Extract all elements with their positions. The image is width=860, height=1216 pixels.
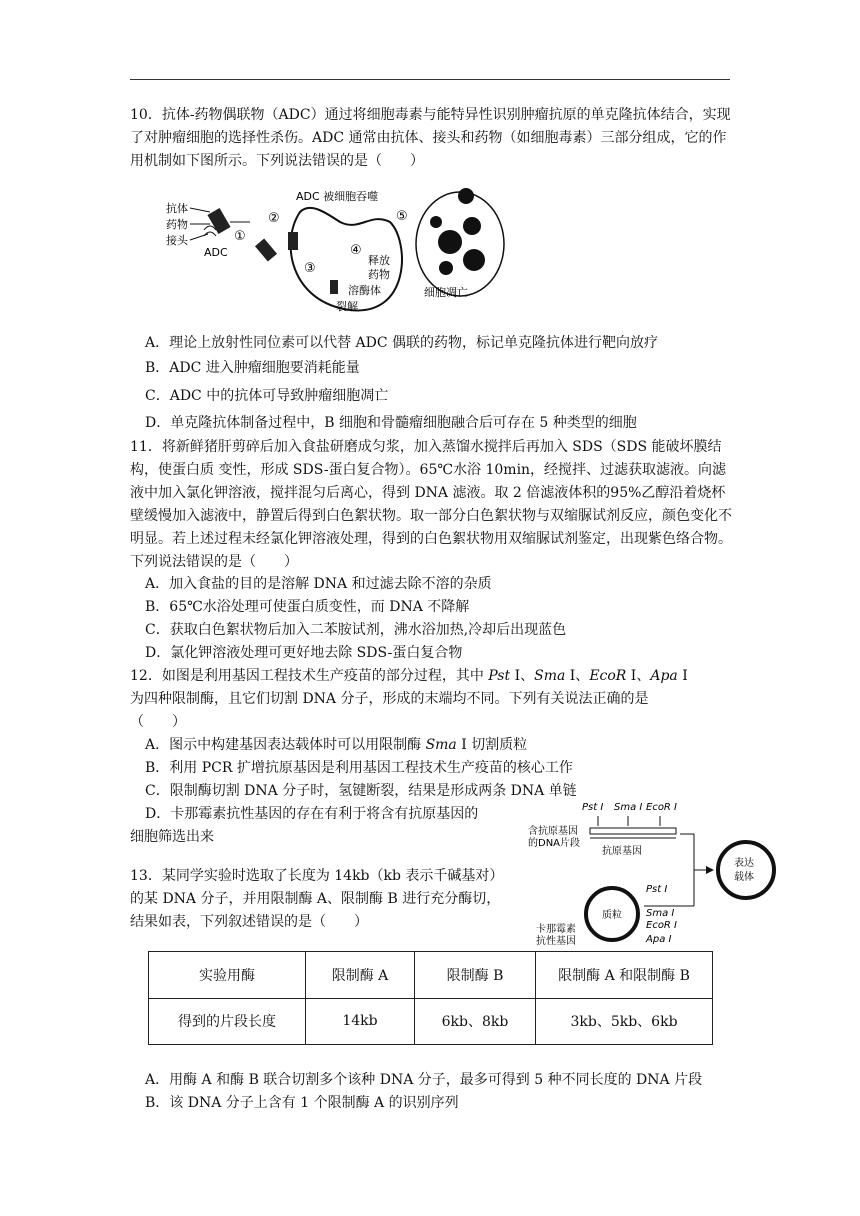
fig2-kan1: 卡那霉素: [536, 924, 576, 935]
step-3: ③: [304, 261, 316, 276]
q11-option-c: C．获取白色絮状物后加入二苯胺试剂，沸水浴加热,冷却后出现蓝色: [145, 622, 567, 638]
fig-label-drug2: 药物: [368, 268, 390, 281]
q10-option-a: A．理论上放射性同位素可以代替 ADC 偶联的药物，标记单克隆抗体进行靶向放疗: [145, 335, 659, 351]
step-1: ①: [234, 229, 246, 244]
step-5: ⑤: [396, 209, 408, 224]
q13-stem-line2: 的某 DNA 分子，并用限制酶 A、限制酶 B 进行充分酶切，: [130, 891, 501, 907]
table-header-row: [149, 952, 713, 999]
q10-option-d: D．单克隆抗体制备过程中，B 细胞和骨髓瘤细胞融合后可存在 5 种类型的细胞: [145, 415, 637, 431]
fig2-pst: Pst Ⅰ: [582, 802, 604, 813]
adc-icon-3: [288, 232, 298, 250]
adc-icon: [207, 208, 230, 234]
q10-adc-mechanism-figure: [160, 182, 520, 322]
table-header-cell: 限制酶 A: [306, 952, 415, 999]
q12-stem-line2: 为四种限制酶，且它们切割 DNA 分子，形成的末端均不同。下列有关说法正确的是: [130, 691, 649, 707]
table-cell: 6kb、8kb: [415, 998, 536, 1045]
expression-vector-icon: [718, 842, 774, 898]
fig-label-release: 释放: [368, 254, 390, 267]
q12-vector-figure: [528, 796, 786, 950]
fig2-p-ecor: EcoR Ⅰ: [646, 920, 678, 931]
adc-icon-2: [255, 238, 277, 261]
table-cell: 得到的片段长度: [149, 998, 306, 1045]
q12-stem-line3: （ ）: [130, 714, 186, 730]
fig2-plasmid: 质粒: [602, 910, 622, 921]
fig2-p-sma: Sma Ⅰ: [646, 908, 675, 919]
table-cell: 14kb: [306, 998, 415, 1045]
fig-label-adc: ADC: [204, 246, 228, 259]
table-header-cell: 实验用酶: [149, 952, 306, 999]
q10-option-b: B．ADC 进入肿瘤细胞要消耗能量: [145, 360, 360, 376]
q11-stem: 11．将新鲜猪肝剪碎后加入食盐研磨成匀浆，加入蒸馏水搅拌后再加入 SDS（SDS 能破坏膜结构，使蛋白质 变性，形成 SDS-蛋白复合物）。65℃水浴 10min，经搅拌、过滤获取滤液。向滤液中加入氯化钾溶液，搅拌混匀后离心，得到 DNA 滤液。取 2 倍滤液体积的95%乙醇沿着烧杯壁缓慢加入滤液中，静置后得到白色絮状物。取一部分白色絮状物与双缩脲试剂反应，颜色变化不明显。若上述过程未经氯化钾溶液处理，得到的白色絮状物用双缩脲试剂鉴定，出现紫色络合物。下列说法错误的是（ ）: [130, 439, 732, 570]
fig2-ecor: EcoR Ⅰ: [646, 802, 678, 813]
q12-option-c: C．限制酶切割 DNA 分子时，氢键断裂，结果是形成两条 DNA 单链: [145, 783, 577, 799]
q12-option-b: B．利用 PCR 扩增抗原基因是利用基因工程技术生产疫苗的核心工作: [145, 760, 573, 776]
q12-option-d-cont: 细胞筛选出来: [130, 829, 214, 845]
q12-option-a: A．图示中构建基因表达载体时可以用限制酶 Sma Ⅰ 切割质粒: [145, 737, 528, 753]
fig-label-drug: 药物: [166, 218, 188, 231]
fig-label-lysis: 裂解: [336, 300, 358, 313]
fig2-gene: 抗原基因: [602, 846, 642, 857]
fig2-p-apa: Apa Ⅰ: [646, 934, 672, 945]
q13-stem-line3: 结果如表，下列叙述错误的是（ ）: [130, 914, 368, 930]
fig-label-antibody: 抗体: [166, 202, 188, 215]
q11-option-d: D．氯化钾溶液处理可更好地去除 SDS-蛋白复合物: [145, 645, 463, 661]
fig2-vec1: 表达: [734, 858, 754, 869]
q13-option-a: A．用酶 A 和酶 B 联合切割多个该种 DNA 分子，最多可得到 5 种不同长度的 DNA 片段: [145, 1072, 703, 1088]
q13-option-b: B．该 DNA 分子上含有 1 个限制酶 A 的识别序列: [145, 1095, 459, 1111]
fig-label-death: 细胞凋亡: [424, 286, 468, 299]
fig2-sma: Sma Ⅰ: [614, 802, 643, 813]
fig2-vec2: 载体: [734, 872, 754, 883]
fig2-frag1: 含抗原基因: [528, 826, 578, 837]
table-header-cell: 限制酶 B: [415, 952, 536, 999]
fig-label-lysosome: 溶酶体: [348, 284, 381, 297]
fig2-kan2: 抗性基因: [536, 936, 576, 947]
q10-stem: 10．抗体-药物偶联物（ADC）通过将细胞毒素与能特异性识别肿瘤抗原的单克隆抗体结合，实现了对肿瘤细胞的选择性杀伤。ADC 通常由抗体、接头和药物（如细胞毒素）三部分组成，它的作用机制如下图所示。下列说法错误的是（ ）: [130, 107, 731, 169]
adc-icon-4: [330, 280, 338, 294]
table-cell: 3kb、5kb、6kb: [536, 998, 713, 1045]
q10-option-c: C．ADC 中的抗体可导致肿瘤细胞凋亡: [145, 388, 389, 404]
step-4: ④: [350, 243, 362, 258]
fig2-p-pst: Pst Ⅰ: [646, 884, 668, 895]
fig-label-linker: 接头: [166, 234, 188, 247]
header-rule: [130, 79, 730, 80]
fig-label-engulfed: ADC 被细胞吞噬: [296, 190, 379, 203]
table-row: [149, 998, 713, 1045]
q11-option-a: A．加入食盐的目的是溶解 DNA 和过滤去除不溶的杂质: [145, 576, 492, 592]
table-header-cell: 限制酶 A 和限制酶 B: [536, 952, 713, 999]
step-2: ②: [268, 211, 280, 226]
fig2-frag2: 的DNA片段: [528, 838, 581, 849]
q11-option-b: B．65℃水浴处理可使蛋白质变性，而 DNA 不降解: [145, 599, 470, 615]
q13-stem-line1: 13．某同学实验时选取了长度为 14kb（kb 表示千碱基对）: [130, 868, 504, 884]
q13-results-table: [148, 951, 713, 1045]
q12-option-d: D．卡那霉素抗性基因的存在有利于将含有抗原基因的: [145, 806, 479, 822]
q12-stem-line1: 12．如图是利用基因工程技术生产疫苗的部分过程，其中 Pst Ⅰ、Sma Ⅰ、EcoR Ⅰ、Apa Ⅰ: [130, 668, 688, 684]
